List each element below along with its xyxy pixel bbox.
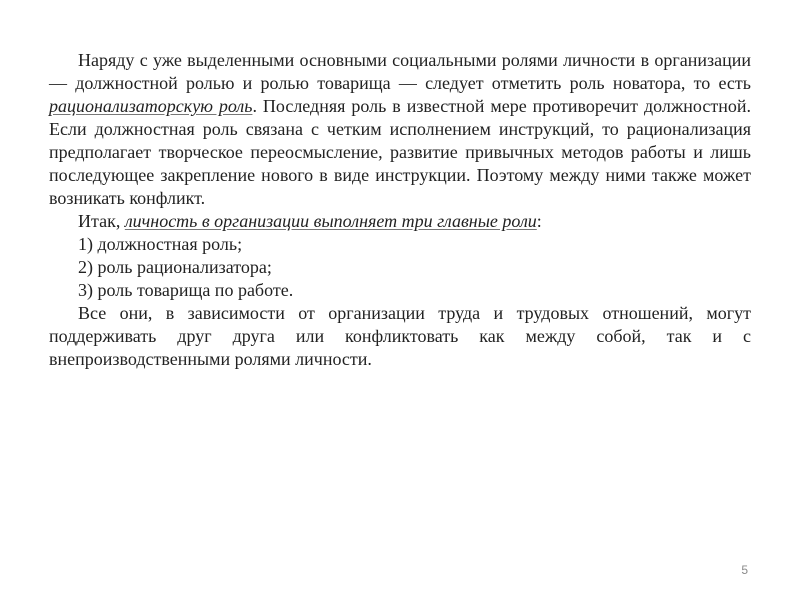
paragraph-text: Итак, (78, 211, 125, 231)
paragraph-innovator-role (49, 49, 751, 210)
highlight-three-roles: личность в организации выполняет три главные роли (124, 211, 537, 231)
list-item-rationalizer-role: 2) роль рационализатора; (78, 257, 272, 277)
paragraph-text: . Последняя роль в известной мере противоречит должностной. Если должностная роль связана с четким исполнением инструкций, то рационализация предполагает творческое переосмысление, развитие привычных методов работы и лишь последующее закрепление нового в виде инструкции. Поэтому между ними также может возникать конфликт. (49, 96, 751, 208)
list-item-comrade-role: 3) роль товарища по работе. (78, 280, 294, 300)
paragraph-conclusion: Все они, в зависимости от организации труда и трудовых отношений, могут поддерживать друг друга или конфликтовать как между собой, так и с внепроизводственными ролями личности. (49, 303, 751, 369)
slide-body (49, 49, 751, 371)
page-number: 5 (741, 563, 748, 577)
paragraph-text: : (536, 211, 542, 231)
list-item-official-role: 1) должностная роль; (78, 234, 243, 254)
paragraph-text: Наряду с уже выделенными основными социальными ролями личности в организации — должностной ролью и ролью товарища — следует отметить роль новатора, то есть (49, 50, 751, 93)
highlight-rationalizer-role: рационализаторскую роль (49, 96, 253, 116)
paragraph-summary (49, 210, 751, 233)
